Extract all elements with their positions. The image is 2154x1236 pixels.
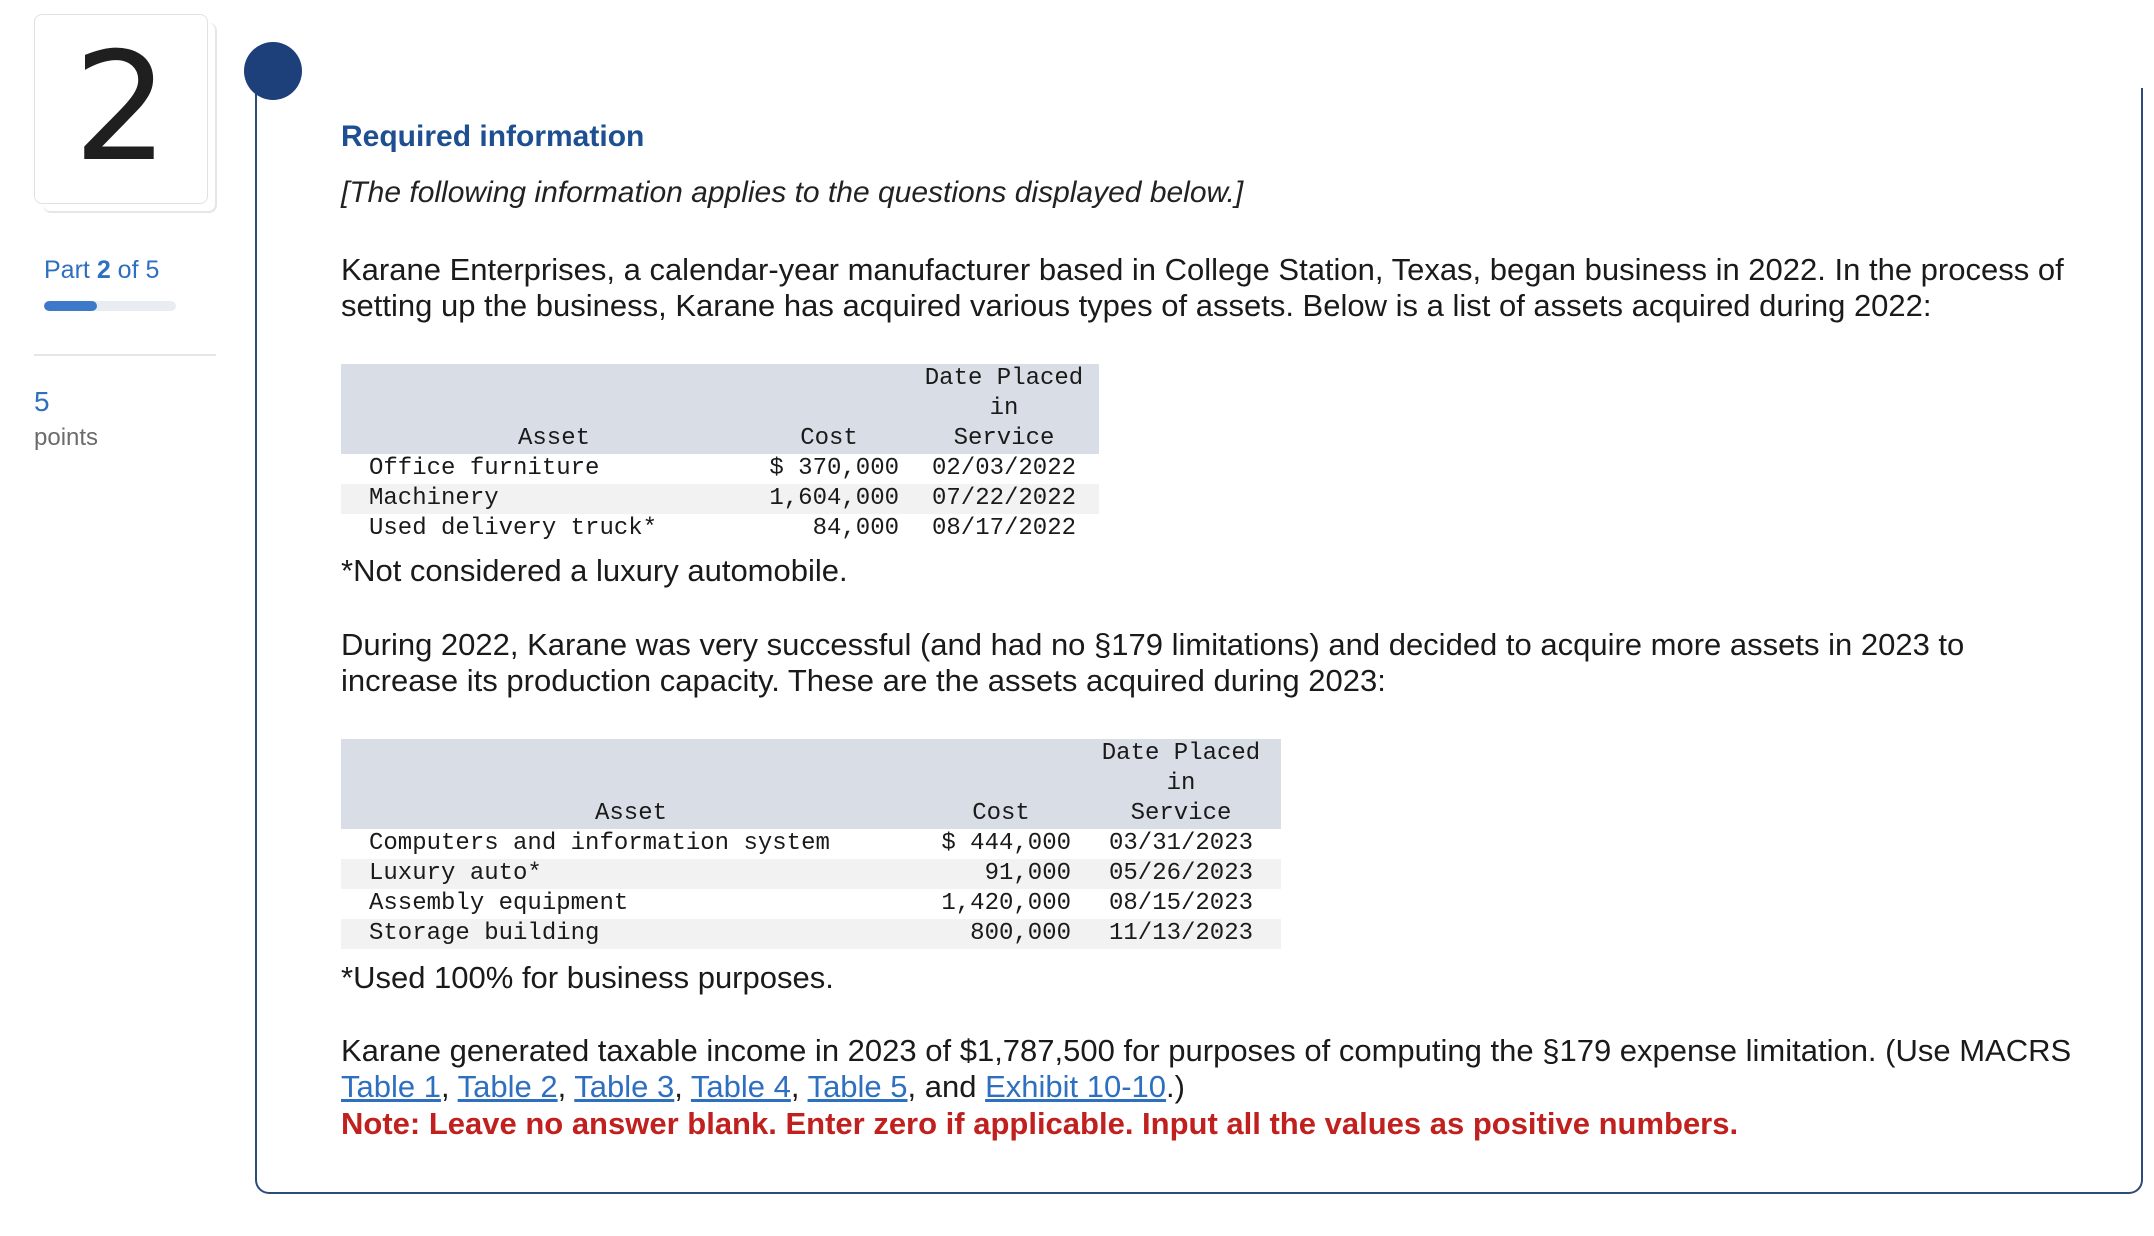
- cell-date: 11/13/2023: [1081, 919, 1281, 949]
- separator: ,: [557, 1069, 575, 1104]
- table-row: [341, 484, 1099, 514]
- separator: , and: [907, 1069, 986, 1104]
- table-row: [341, 454, 1099, 484]
- footnote-2022: *Not considered a luxury automobile.: [341, 553, 848, 588]
- cell-asset: Storage building: [341, 919, 921, 949]
- link-exhibit-10-10[interactable]: Exhibit 10-10: [985, 1069, 1167, 1104]
- rail-divider: [34, 354, 216, 356]
- cell-cost: 91,000: [921, 859, 1081, 889]
- link-table-2[interactable]: Table 2: [457, 1069, 558, 1104]
- part-current: 2: [96, 256, 111, 284]
- assets-2023-table: [341, 739, 1281, 949]
- cell-asset: Computers and information system: [369, 830, 830, 857]
- table-header-row: [341, 364, 1099, 454]
- part-indicator: [44, 256, 159, 285]
- header-date-label: Date Placed in Service: [1101, 740, 1261, 827]
- panel-badge-icon: [244, 42, 302, 104]
- header-date-label: Date Placed in Service: [924, 365, 1084, 452]
- table-row: [341, 859, 1281, 889]
- intro-paragraph: Karane Enterprises, a calendar-year manufacturer based in College Station, Texas, began business in 2022. In the process of setting up the business, Karane has acquired various types of assets. Below is a list of assets acquired during 2022:: [341, 252, 2064, 323]
- header-asset: Asset: [341, 739, 921, 829]
- cell-cost: 800,000: [921, 919, 1081, 949]
- part-of: of 5: [117, 256, 160, 284]
- link-table-5[interactable]: Table 5: [807, 1069, 908, 1104]
- cell-asset: Machinery: [341, 484, 749, 514]
- question-number-card: [34, 14, 208, 204]
- separator: ,: [674, 1069, 691, 1104]
- header-cost: Cost: [921, 739, 1081, 829]
- link-table-3[interactable]: Table 3: [574, 1069, 675, 1104]
- table-row: [341, 889, 1281, 919]
- part-progress-bar: [44, 301, 176, 311]
- cell-cost: 84,000: [812, 515, 899, 542]
- required-info-title: Required information: [341, 120, 645, 153]
- separator: ,: [790, 1069, 808, 1104]
- part-prefix: Part: [44, 256, 90, 284]
- required-info-subtitle: [The following information applies to the questions displayed below.]: [341, 176, 1244, 209]
- cell-cost: $ 370,000: [769, 455, 899, 482]
- paragraph-2023-intro: During 2022, Karane was very successful (and had no §179 limitations) and decided to acquire more assets in 2023 to increase its production capacity. These are the assets acquired during 2023:: [341, 627, 1965, 698]
- cell-asset: Used delivery truck*: [369, 515, 658, 542]
- header-asset: Asset: [341, 364, 749, 454]
- cell-date: 08/17/2022: [931, 515, 1077, 542]
- question-number: 2: [73, 21, 169, 195]
- cell-date: 08/15/2023: [1108, 890, 1254, 917]
- assets-2022-table: [341, 364, 1099, 544]
- warning-note: Note: Leave no answer blank. Enter zero if applicable. Input all the values as positive numbers.: [341, 1106, 1739, 1141]
- link-table-4[interactable]: Table 4: [690, 1069, 791, 1104]
- cell-date: 02/03/2022: [931, 455, 1077, 482]
- part-progress-fill: [44, 301, 97, 311]
- cell-cost: 1,420,000: [941, 890, 1071, 917]
- cell-cost: $ 444,000: [941, 830, 1071, 857]
- cell-cost: 1,604,000: [749, 484, 909, 514]
- cell-date: 05/26/2023: [1081, 859, 1281, 889]
- points-value: 5: [34, 386, 50, 417]
- cell-asset: Assembly equipment: [369, 890, 629, 917]
- header-cost: Cost: [749, 364, 909, 454]
- table-row: [341, 514, 1099, 544]
- para3-suffix: .): [1166, 1069, 1185, 1104]
- cell-asset: Luxury auto*: [341, 859, 921, 889]
- points-label: points: [34, 424, 99, 451]
- table-row: [341, 829, 1281, 859]
- table-row: [341, 919, 1281, 949]
- cell-date: 07/22/2022: [909, 484, 1099, 514]
- header-date: [909, 364, 1099, 454]
- table-header-row: [341, 739, 1281, 829]
- para3-prefix: Karane generated taxable income in 2023 of $1,787,500 for purposes of computing the §179 expense limitation. (Use MACRS: [341, 1033, 2072, 1068]
- footnote-2023: *Used 100% for business purposes.: [341, 960, 834, 995]
- separator: ,: [440, 1069, 458, 1104]
- link-table-1[interactable]: Table 1: [341, 1069, 441, 1104]
- cell-date: 03/31/2023: [1108, 830, 1254, 857]
- taxable-income-paragraph: [341, 1033, 2081, 1105]
- header-date: [1081, 739, 1281, 829]
- cell-asset: Office furniture: [369, 455, 600, 482]
